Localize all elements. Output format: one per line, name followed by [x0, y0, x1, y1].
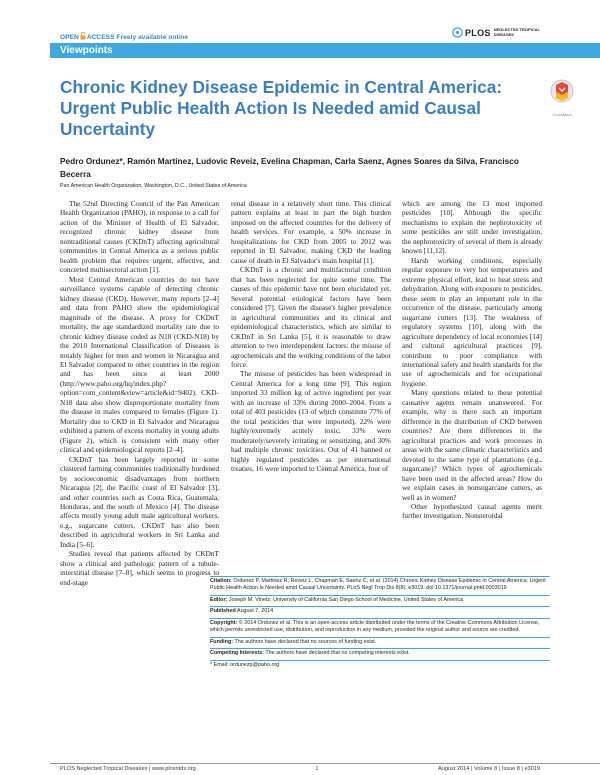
section-label: Viewpoints: [60, 45, 113, 56]
published-date: August 7, 2014: [236, 608, 274, 615]
body-column-1: [60, 199, 219, 587]
info-rule: [210, 637, 550, 638]
body-column-2: [231, 199, 391, 474]
open-access-label: [60, 32, 188, 41]
crossmark-icon: [547, 78, 577, 106]
footer-journal[interactable]: PLOS Neglected Tropical Diseases | www.plosntds.org: [60, 766, 196, 772]
paragraph: The 52nd Directing Council of the Pan American Health Organization (PAHO), in response to a call for action of the Minister of Health of El Salvador, recognized chronic kidney disease from nontraditional causes (CKDnT) affecting agricultural communities in Central America as a serious public health problem that requires urgent, effective, and concerted multisectoral action [1].: [60, 199, 219, 275]
corresponding-email[interactable]: * Email: ordunezp@paho.org: [210, 661, 280, 668]
citation-text: Ordunez P, Martinez R, Reveiz L, Chapman E, Saenz C, et al. (2014) Chronic Kidney Disease Epidemic in Central America: Urgent Public Health Action Is Needed amid Causal Uncertainty. PLoS Negl Trop Dis 8(8): e3019. doi:10.1371/journal.pntd.0003019: [210, 577, 546, 592]
info-rule: [210, 606, 550, 607]
footer-rule: [50, 763, 600, 764]
crossmark-badge[interactable]: [547, 78, 577, 117]
plos-logo: [452, 27, 550, 38]
editor-row: Editor: Joseph M. Vinetz, University of California San Diego School of Medicine, United States of America: [210, 596, 464, 603]
paragraph: The misuse of pesticides has been widespread in Central America for a long time [9]. This region imported 33 million kg of active ingredient per year with an increase of 33% during 2000–2004. From a total of 403 pesticides (13 of which constitute 77% of the total pesticides that were imported), 22% were highly/extremely acutely toxic, 33% were moderately/severely irritating or sensitizing, and 30% had multiple chronic toxicities. Out of 41 banned or highly regulated pesticides as per international treaties, 16 were imported to Central America, four of: [231, 369, 391, 474]
paragraph: CKDnT has been largely reported in some clustered farming communities traditionally burdened by socioeconomic disadvantages from northern Nicaragua [2], the Pacific coast of El Salvador [3], and other countries such as Costa Rica, Guatemala, Honduras, and the south of Mexico [4]. The disease affects mostly young adult male agricultural workers, e.g., sugarcane cutters. CKDnT has also been described in agricultural workers in Sri Lanka and India [5–6].: [60, 454, 219, 549]
published-row: Published August 7, 2014: [210, 608, 274, 615]
affiliation: Pan American Health Organization, Washington, D.C., United States of America: [60, 183, 247, 189]
copyright-row: Copyright: © 2014 Ordunez et al. This is an open-access article distributed under the terms of the Creative Commons Attribution License, which permits unrestricted use, distribution, and reproduction in any medium, provided the original author and source are credited.: [210, 619, 540, 634]
footer-issue: August 2014 | Volume 8 | Issue 8 | e3019: [437, 766, 540, 772]
article-info-box: [210, 575, 550, 671]
plos-logo-icon: [452, 27, 463, 38]
paragraph: Many questions related to these potential causative agents remain unanswered. For example, why is there such an important difference in the distribution of CKD between countries? Are there differences in the agricultural practices and work processes in areas with the same climatic characteristics and devoted to the same type of plantations (e.g., sugarcane)? Which types of agrochemicals have been used in the affected areas? How do we explain cases in nonsugarcane cutters, as well as in women?: [402, 388, 542, 502]
info-rule: [210, 576, 550, 577]
paragraph: renal disease in a relatively short time. This clinical pattern explains at least in part the high burden imposed on the affected countries for the delivery of health services. For example, a 50% increase in hospitalizations for CKD from 2005 to 2012 was reported in El Salvador, making CKD the leading cause of death in El Salvador's main hospital [1].: [231, 199, 391, 265]
competing-row: Competing Interests: The authors have declared that no competing interests exist.: [210, 650, 410, 657]
competing-text: The authors have declared that no competing interests exist.: [265, 650, 410, 657]
open-access-text: OPEN ACCESS Freely available online: [60, 34, 189, 41]
email-row[interactable]: [210, 662, 550, 670]
paragraph: Other hypothesized causal agents merit further investigation. Nonsteroidal: [402, 502, 542, 521]
journal-logo-text: PLOS: [465, 27, 491, 38]
section-band: [50, 43, 600, 58]
body-column-3: [402, 199, 542, 521]
info-rule: [210, 595, 550, 596]
paragraph: Studies reveal that patients affected by CKDnT show a clinical and pathologic pattern of a tubule-interstitial disease [7–8], which seems to progress to end-stage: [60, 549, 219, 587]
paragraph: CKDnT is a chronic and multifactorial condition that has been neglected for quite some time. The causes of this epidemic have not been elucidated yet. Several potential etiological factors have been considered [7]. Given the disease's higher prevalence in agricultural communities and its clinical and epidemiological characteristics, which are similar to CKDnT in Sri Lanka [5], it is reasonable to draw attention to two interdependent factors: the misuse of agrochemicals and the working conditions of the labor force.: [231, 265, 391, 369]
article-title: Chronic Kidney Disease Epidemic in Central America: Urgent Public Health Action Is Needed amid Causal Uncertainty: [60, 77, 503, 139]
citation-row: Citation: Ordunez P, Martinez R, Reveiz L, Chapman E, Saenz C, et al. (2014) Chronic Kidney Disease Epidemic in Central America: Urgent Public Health Action Is Needed amid Causal Uncertainty. PLoS Negl Trop Dis 8(8): e3019. doi:10.1371/journal.pntd.0003019: [210, 577, 546, 592]
info-rule: [210, 648, 550, 649]
copyright-text: © 2014 Ordunez et al. This is an open-access article distributed under the terms of the Creative Commons Attribution License, which permits unrestricted use, distribution, and reproduction in any medium, provided the original author and source are credited.: [210, 619, 540, 634]
funding-row: Funding: The authors have declared that no sources of funding exist.: [210, 638, 377, 645]
author-list: Pedro Ordunez*, Ramón Martinez, Ludovic Reveiz, Evelina Chapman, Carla Saenz, Agnes Soares da Silva, Francisco Becerra: [60, 156, 519, 179]
page-number: 1: [315, 766, 319, 772]
info-rule: [210, 660, 550, 661]
page-footer: [60, 766, 540, 772]
paragraph: which are among the 13 most imported pesticides [10]. Although the specific mechanisms to explain the nephrotoxicity of some pesticides are still under investigation, the nephrotoxicity of several of them is already known [11,12].: [402, 199, 542, 256]
paragraph: Most Central American countries do not have surveillance systems capable of detecting chronic kidney disease (CKD). However, many reports [2–4] and data from PAHO show the epidemiological magnitude of the disease. A proxy for CKDnT mortality, the age standardized mortality rate due to chronic kidney disease coded as N18 (CKD-N18) by the 2010 International Classification of Diseases is notably higher for men and women in Nicaragua and El Salvador compared to other countries in the region and has been since at least 2000 (http://www.paho.org/hq/index.php?option=com_content&view=article&id=9402). CKD-N18 data also show disproportionate mortality from the disease in males compared to females (Figure 1). Mortality due to CKD in El Salvador and Nicaragua exhibited a pattern of excess mortality in young adults (Figure 2), which is consistent with many other clinical and epidemiological reports [2–4].: [60, 274, 219, 455]
crossmark-label: CrossMark: [552, 112, 572, 117]
paragraph: Harsh working conditions, especially regular exposure to very hot temperatures and extreme physical effort, lead to heat stress and dehydration. Along with exposure to pesticides, these seem to play an important role in the occurrence of the disease, particularly among sugarcane cutters [13]. The weakness of regulatory systems [10], along with the agriculture dependency of local economies [14] and cultural agricultural practices [9], contribute to poor compliance with international safety and health standards for the use of agrochemicals and for occupational hygiene.: [402, 255, 542, 388]
funding-text: The authors have declared that no sources of funding exist.: [234, 638, 377, 645]
info-rule: [210, 618, 550, 619]
open-lock-icon: [80, 32, 86, 40]
editor-text: Joseph M. Vinetz, University of California San Diego School of Medicine, United States of America: [228, 596, 464, 603]
journal-subtitle: NEGLECTED TROPICAL DISEASES: [493, 26, 540, 37]
